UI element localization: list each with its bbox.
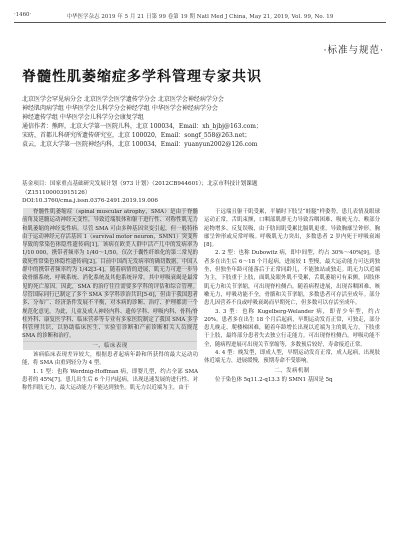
page-number: ·1460· [14, 12, 32, 18]
body-paragraph: 位于染色体 5q11.2-q13.3 的 SMN1 基因是 5q [215, 376, 333, 383]
body-paragraph: 2. 2 型：也称 Dubowitz 病，即中间型，约占 30%～40%[9]。患者多在出生后 6～18 个月起病，进展较 1 型慢，最大运动能力可达到独坐，但独坐年龄可能落后于正常同龄儿，不能独站或独走。肌无力以近端为主，下肢重于上肢，面肌及眼外肌不受累，舌肌萎缩可有束颤，因肢体肌无力和关节挛缩，可出现脊柱侧凸。随着病程进展，出现吞咽困难、咳嗽无力，呼吸功能不全，骨骼和关节挛缩，多数患者可存活至成年。部分患儿因营养不良或呼吸衰竭而早期死亡，但多数可以存活至成年。 [204, 250, 380, 307]
author-organizations [22, 95, 382, 149]
header-divider [14, 22, 386, 23]
body-column-right [204, 208, 380, 384]
body-paragraph: 脊髓性肌萎缩症（spinal muscular atrophy，SMA）是由于脊髓前角及延髓运动神经元变性，导致近端肢体和躯干进行性、对称性肌无力和肌萎缩的神经变性病。尽管 SMA 可由多种基因突变引起，但一般特指由于运动神经元存活基因 1（survival motor neuron，SMN1）突变所导致的常染色体隐性遗传病[1]。该病在欧美人群中活产儿中的发病率为 1/10 000，携带者频率为 1/40～1/50，仅次于囊性纤维化的第二常见的致死性常染色体隐性遗传病[2]。目前中国尚无发病率的确切数据，中国人群中的携带者频率约为 1/42[3-4]。随着病情的进展，肌无力可进一步导致骨骼系统、呼吸系统、消化系统及其他系统异常，其中呼吸衰竭是最常见的死亡原因。因此，SMA 的治疗往往需要多学科的评估和综合管理。尽管国际同行已制定了多个 SMA 多学科诊治共识[5-6]，但由于我国患者多、分布广、经济条件发展不平衡，对本病的诊断、治疗、护理都需一个规范化意见。为此，儿童及成人神经内科、遗传学科、呼吸内科、骨科/脊柱外科、康复医学科、临床营养等专业有多家医院制定了我国 SMA 多学科管理共识，以协助临床医生、实验室诊断和产前诊断相关人员规范 SMA 的诊断和治疗。 [22, 209, 198, 340]
doi-line: DOI:10.3760/cma.j.issn.0376-2491.2019.19.006 [22, 198, 158, 205]
section-tag: ·标准与规范· [323, 45, 384, 56]
correspondence-line: 宋昉，首都儿科研究所遗传研究室，北京 100020，Email：songf_558@263.net； [22, 132, 251, 139]
body-paragraph: 该病临床表现差异较大，根据患者起病年龄和所获得的最大运动功能，将 SMA 由重到轻分为 4 型。 [22, 352, 198, 367]
section-heading: 二、发病机制 [274, 367, 310, 374]
organization-line: 北京医学会罕见病分会 北京医学会医学遗传学分会 北京医学会神经病学分会 [22, 96, 224, 103]
article-title: 脊髓性肌萎缩症多学科管理专家共识 [22, 69, 262, 85]
page-header [14, 10, 386, 22]
section-heading: 一、临床表现 [92, 342, 128, 349]
body-column-left [22, 208, 198, 393]
body-paragraph: 4. 4 型：晚发型，即成人型，早期运动发育正常，成人起病，出现肢体近端无力，进展缓慢，预期寿命不受影响。 [204, 350, 380, 365]
body-paragraph: 于远端且躯干肌受累，平躺时下肢呈“蛙腿”样姿势，患儿表情及眼球运动正常，舌肌束颤，口咽部肌群无力导致吞咽困难、吸吮无力、喉部分泌物增多、反复误吸，由于肋间肌受累比膈肌更重，导致胸廓呈钟形，胸廓呈钟形或反常呼吸。呼吸肌无力突出，多数患者 2 岁内死于呼吸衰竭[8]。 [204, 209, 380, 249]
fund-line: （Z151100003915126） [22, 189, 91, 196]
fund-line: 基金项目：国家重点基础研究发展计划（973 计划）（2012CB944601）；北京市科技计划课题 [22, 181, 258, 187]
fund-info [22, 180, 378, 206]
correspondence-line: 袁云，北京大学第一医院神经内科，北京 100034，Email：yuanyun2002@126.com [22, 141, 258, 148]
body-paragraph: 1. 1 型：也称 Werdnig-Hoffman 病，即婴儿型，约占全部 SMA 患者的 45%[7]。患儿出生后 6 个月内起病，出现迅速发展的进行性、对称性四肢无力，最大运动能力不能达到独坐。肌无力以近端为主，由于 [22, 368, 198, 392]
organization-line: 神经遗传学组 中华医学会儿科学分会康复学组 [22, 114, 144, 121]
correspondence-line: 通信作者：熊晖，北京大学第一医院儿科，北京 100034，Email：xh_bjbj@163.com； [22, 123, 262, 130]
body-paragraph: 3. 3 型：也称 Kugelberg-Welander 病，即青少年型，约占 20%。患者多在出生 18 个月后起病，早期运动发育正常，可独走，部分患儿晚走、爬楼梯困难，随着年龄增长出现以近端为主的肌无力，下肢重于上肢，最终部分患者失去独立行走能力。可出现脊柱侧凸，呼吸功能不全，随病程进展可出现关节挛缩等，多数预后较好，寿命接近正常。 [204, 308, 380, 348]
journal-citation-line: 中华医学杂志 2019 年 5 月 21 日第 99 卷第 19 期 Natl Med J China, May 21, 2019, Vol. 99, No. 19 [66, 14, 334, 20]
organization-line: 神经肌肉病学组 中华医学会儿科学分会神经学组 中华医学会神经病学分会 [22, 105, 218, 112]
